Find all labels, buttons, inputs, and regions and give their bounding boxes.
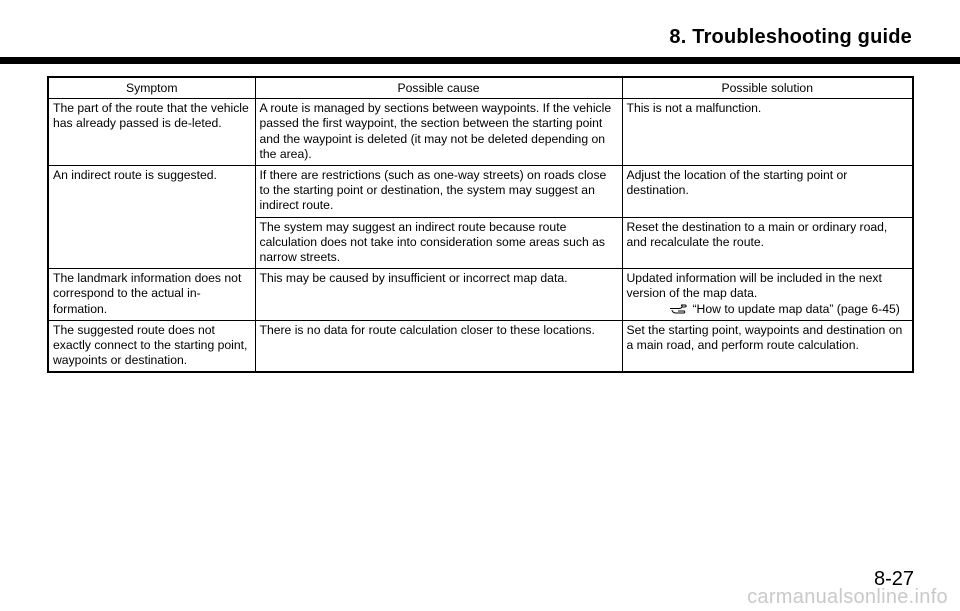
pointing-hand-icon: [669, 303, 689, 315]
cause-cell: If there are restrictions (such as one-way streets) on roads close to the starting point or destination, the system may suggest an indirect route.: [255, 166, 622, 218]
solution-text: Updated information will be included in the next version of the map data.: [626, 271, 882, 301]
cross-reference: [627, 302, 909, 317]
solution-cell: This is not a malfunction.: [622, 99, 913, 166]
cause-cell: A route is managed by sections between waypoints. If the vehicle passed the first waypoint, the section between the starting point and the waypoint is deleted (it may not be deleted depending on the area).: [255, 99, 622, 166]
solution-cell: Adjust the location of the starting point or destination.: [622, 166, 913, 218]
table-row: [48, 269, 913, 321]
symptom-cell: The landmark information does not correspond to the actual in-formation.: [48, 269, 255, 321]
table-header-row: [48, 77, 913, 99]
solution-cell: Reset the destination to a main or ordinary road, and recalculate the route.: [622, 217, 913, 269]
solution-cell: Set the starting point, waypoints and destination on a main road, and perform route calculation.: [622, 320, 913, 372]
troubleshooting-table-container: [47, 76, 912, 373]
watermark-text: carmanualsonline.info: [747, 586, 948, 608]
cause-cell: The system may suggest an indirect route because route calculation does not take into consideration some areas such as narrow streets.: [255, 217, 622, 269]
cross-reference-text: “How to update map data” (page 6-45): [692, 301, 900, 316]
troubleshooting-table: [47, 76, 914, 373]
table-row: [48, 99, 913, 166]
symptom-cell: An indirect route is suggested.: [48, 166, 255, 269]
table-row: [48, 320, 913, 372]
solution-cell: [622, 269, 913, 321]
column-header-cause: Possible cause: [255, 77, 622, 99]
column-header-symptom: Symptom: [48, 77, 255, 99]
table-row: [48, 166, 913, 218]
symptom-cell: The suggested route does not exactly connect to the starting point, waypoints or destination.: [48, 320, 255, 372]
page-header-title: 8. Troubleshooting guide: [669, 26, 912, 48]
symptom-cell: The part of the route that the vehicle has already passed is de-leted.: [48, 99, 255, 166]
cause-cell: There is no data for route calculation closer to these locations.: [255, 320, 622, 372]
column-header-solution: Possible solution: [622, 77, 913, 99]
header-rule: [0, 57, 960, 64]
cause-cell: This may be caused by insufficient or incorrect map data.: [255, 269, 622, 321]
page-number: 8-27: [873, 568, 914, 590]
